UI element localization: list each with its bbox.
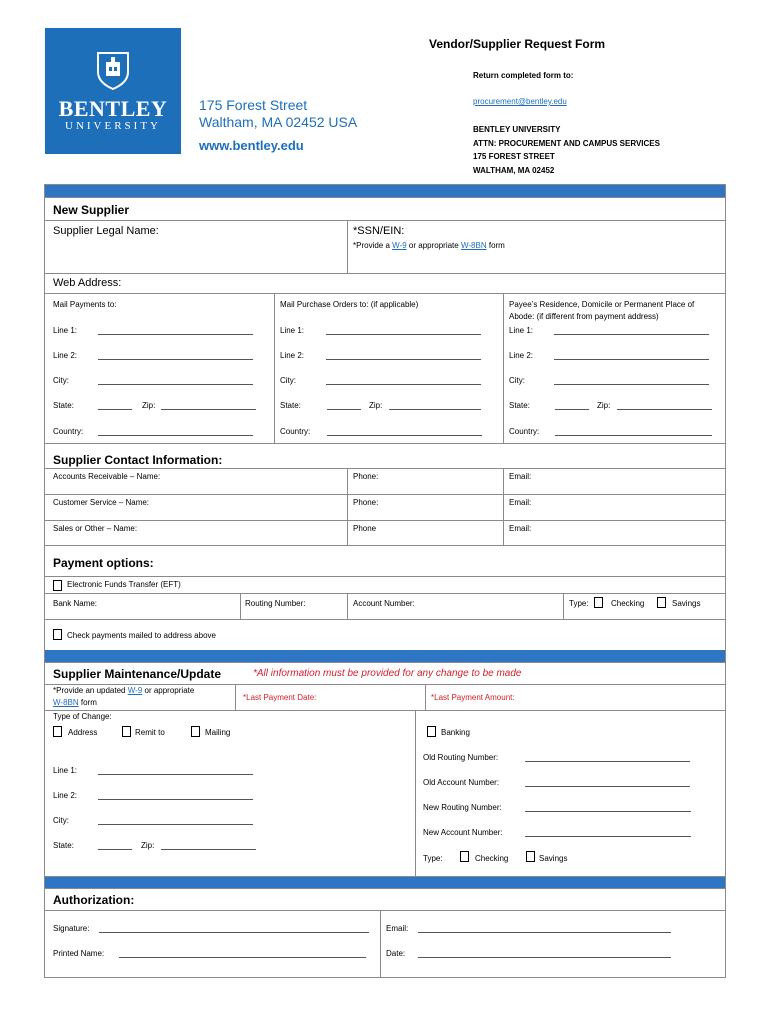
city-field[interactable] <box>98 384 253 385</box>
w8bn-link[interactable]: W-8BN <box>53 698 79 707</box>
contact-heading: Supplier Contact Information: <box>53 453 223 467</box>
line1-field[interactable] <box>326 334 481 335</box>
check-payments-label: Check payments mailed to address above <box>67 631 216 640</box>
old-routing-label: Old Routing Number: <box>423 753 499 762</box>
return-address-line: 175 FOREST STREET <box>473 152 555 161</box>
signature-label: Signature: <box>53 924 90 933</box>
address-label: Address <box>68 728 98 737</box>
city-label: City: <box>280 376 296 385</box>
new-account-label: New Account Number: <box>423 828 503 837</box>
logo-wordmark: BENTLEY <box>58 96 168 121</box>
country-label: Country: <box>53 427 84 436</box>
state-label: State: <box>53 401 74 410</box>
line1-label: Line 1: <box>53 326 78 335</box>
authorization-heading: Authorization: <box>53 893 135 907</box>
type-label: Type: <box>569 599 589 608</box>
zip-field[interactable] <box>389 409 481 410</box>
mailing-checkbox[interactable] <box>191 726 200 737</box>
country-field[interactable] <box>327 435 482 436</box>
savings-label: Savings <box>539 854 568 863</box>
mail-payments-heading: Mail Payments to: <box>53 300 117 309</box>
line2-label: Line 2: <box>53 791 78 800</box>
cs-name-label: Customer Service – Name: <box>53 498 150 507</box>
state-field[interactable] <box>555 409 589 410</box>
bank-name-label: Bank Name: <box>53 599 98 608</box>
w9-link[interactable]: W-9 <box>127 686 143 695</box>
w9-link[interactable]: W-9 <box>392 241 407 250</box>
line2-field[interactable] <box>98 359 253 360</box>
line2-label: Line 2: <box>280 351 305 360</box>
line1-field[interactable] <box>98 334 253 335</box>
country-label: Country: <box>509 427 540 436</box>
checking-checkbox[interactable] <box>594 597 603 608</box>
w8bn-link[interactable]: W-8BN <box>460 241 487 250</box>
city-field[interactable] <box>326 384 481 385</box>
line1-label: Line 1: <box>509 326 534 335</box>
address-checkbox[interactable] <box>53 726 62 737</box>
return-label: Return completed form to: <box>473 71 574 80</box>
city-label: City: <box>53 816 69 825</box>
cs-email-label: Email: <box>509 498 532 507</box>
ar-name-label: Accounts Receivable – Name: <box>53 472 161 481</box>
shield-icon <box>95 50 131 90</box>
country-field[interactable] <box>555 435 712 436</box>
payee-residence-heading: Payee’s Residence, Domicile or Permanent Place of <box>509 300 695 309</box>
so-phone-label: Phone <box>353 524 377 533</box>
eft-checkbox[interactable] <box>53 580 62 591</box>
state-field[interactable] <box>98 849 132 850</box>
city-label: City: <box>509 376 525 385</box>
address-line-1: 175 Forest Street <box>199 97 308 113</box>
checking-label: Checking <box>611 599 645 608</box>
zip-label: Zip: <box>142 401 156 410</box>
form-title: Vendor/Supplier Request Form <box>429 37 606 51</box>
city-field[interactable] <box>98 824 253 825</box>
auth-email-field[interactable] <box>418 932 671 933</box>
type-label: Type: <box>423 854 443 863</box>
line2-field[interactable] <box>98 799 253 800</box>
remit-to-checkbox[interactable] <box>122 726 131 737</box>
new-supplier-heading: New Supplier <box>53 203 130 217</box>
old-routing-field[interactable] <box>525 761 690 762</box>
ssn-label: *SSN/EIN: <box>353 225 405 237</box>
zip-field[interactable] <box>161 409 256 410</box>
zip-label: Zip: <box>597 401 611 410</box>
city-field[interactable] <box>554 384 709 385</box>
routing-label: Routing Number: <box>245 599 306 608</box>
banking-checkbox[interactable] <box>427 726 436 737</box>
old-account-label: Old Account Number: <box>423 778 500 787</box>
return-address-line: ATTN: PROCUREMENT AND CAMPUS SERVICES <box>473 139 660 148</box>
maintenance-heading: Supplier Maintenance/Update <box>53 667 222 681</box>
zip-field[interactable] <box>617 409 712 410</box>
so-name-label: Sales or Other – Name: <box>53 524 138 533</box>
line1-label: Line 1: <box>280 326 305 335</box>
state-label: State: <box>509 401 530 410</box>
ar-email-label: Email: <box>509 472 532 481</box>
checking-checkbox[interactable] <box>460 851 469 862</box>
remit-to-label: Remit to <box>135 728 165 737</box>
savings-checkbox[interactable] <box>526 851 535 862</box>
mailing-label: Mailing <box>205 728 231 737</box>
line1-field[interactable] <box>554 334 709 335</box>
line2-label: Line 2: <box>509 351 534 360</box>
payment-heading: Payment options: <box>53 556 154 570</box>
old-account-field[interactable] <box>525 786 690 787</box>
savings-label: Savings <box>672 599 701 608</box>
maintenance-note: *All information must be provided for any change to be made <box>253 668 522 679</box>
line1-label: Line 1: <box>53 766 78 775</box>
printed-name-field[interactable] <box>119 957 366 958</box>
so-email-label: Email: <box>509 524 532 533</box>
account-label: Account Number: <box>353 599 415 608</box>
zip-label: Zip: <box>141 841 155 850</box>
new-account-field[interactable] <box>525 836 691 837</box>
city-label: City: <box>53 376 69 385</box>
state-label: State: <box>280 401 301 410</box>
return-address-line: BENTLEY UNIVERSITY <box>473 125 561 134</box>
cs-phone-label: Phone: <box>353 498 379 507</box>
line1-field[interactable] <box>98 774 253 775</box>
checking-label: Checking <box>475 854 509 863</box>
signature-field[interactable] <box>99 932 369 933</box>
state-field[interactable] <box>98 409 132 410</box>
new-routing-field[interactable] <box>525 811 691 812</box>
logo-subtitle: UNIVERSITY <box>65 120 161 132</box>
website-link[interactable]: www.bentley.edu <box>199 138 304 153</box>
type-of-change-label: Type of Change: <box>53 712 112 721</box>
banking-label: Banking <box>441 728 470 737</box>
vendor-form <box>44 184 726 978</box>
web-address-label: Web Address: <box>53 277 122 289</box>
new-routing-label: New Routing Number: <box>423 803 502 812</box>
zip-label: Zip: <box>369 401 383 410</box>
ar-phone-label: Phone: <box>353 472 379 481</box>
zip-field[interactable] <box>161 849 256 850</box>
address-line-2: Waltham, MA 02452 USA <box>199 114 358 130</box>
printed-name-label: Printed Name: <box>53 949 105 958</box>
section-band <box>45 650 725 663</box>
savings-checkbox[interactable] <box>657 597 666 608</box>
auth-email-label: Email: <box>386 924 409 933</box>
state-field[interactable] <box>327 409 361 410</box>
country-field[interactable] <box>98 435 253 436</box>
date-label: Date: <box>386 949 406 958</box>
line2-field[interactable] <box>554 359 709 360</box>
section-band <box>45 185 725 198</box>
last-payment-date-label: *Last Payment Date: <box>243 693 317 702</box>
payee-residence-subheading: Abode: (if different from payment address) <box>509 312 659 321</box>
legal-name-label: Supplier Legal Name: <box>53 225 159 237</box>
line2-label: Line 2: <box>53 351 78 360</box>
last-payment-amount-label: *Last Payment Amount: <box>431 693 515 702</box>
bentley-logo <box>45 28 181 154</box>
provide-updated-note-2: W-8BN form <box>53 698 97 707</box>
provide-updated-note: *Provide an updated W-9 or appropriate <box>53 686 195 695</box>
check-payments-checkbox[interactable] <box>53 629 62 640</box>
state-label: State: <box>53 841 74 850</box>
return-address-line: WALTHAM, MA 02452 <box>473 166 555 175</box>
date-field[interactable] <box>418 957 671 958</box>
line2-field[interactable] <box>326 359 481 360</box>
return-email-link[interactable]: procurement@bentley.edu <box>473 97 567 106</box>
provide-w9-note: *Provide a W-9 or appropriate W-8BN form <box>353 241 505 250</box>
section-band <box>45 876 725 889</box>
mail-po-heading: Mail Purchase Orders to: (if applicable) <box>280 300 419 309</box>
eft-label: Electronic Funds Transfer (EFT) <box>67 580 181 589</box>
country-label: Country: <box>280 427 311 436</box>
